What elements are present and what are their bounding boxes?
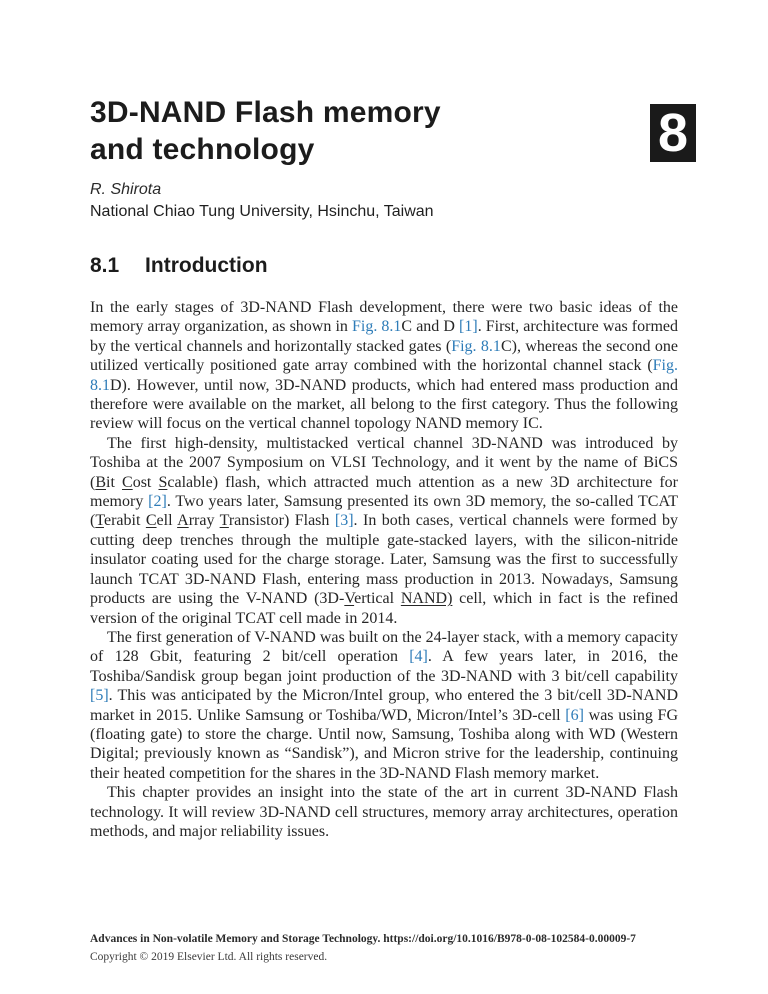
chapter-title-block bbox=[90, 94, 630, 168]
section-number: 8.1 bbox=[90, 254, 120, 277]
text-segment: calable) flash, which attracted much attention as a new 3D architecture for memory bbox=[90, 473, 678, 511]
article-body bbox=[90, 298, 678, 841]
text-segment: V bbox=[344, 590, 355, 608]
paragraph bbox=[90, 628, 678, 783]
section-heading bbox=[90, 253, 268, 279]
text-segment: ransistor) Flash bbox=[228, 512, 335, 530]
text-segment: rray bbox=[188, 512, 220, 530]
text-segment: S bbox=[158, 473, 168, 491]
text-segment: . A few years later, in 2016, the Toshiba/Sandisk group began joint production of the 3D-NAND with 3 bit/cell capability bbox=[90, 648, 678, 685]
text-segment: . First, architecture was formed by the vertical channels and horizontally stacked gates ( bbox=[90, 318, 678, 355]
text-segment: B bbox=[95, 473, 106, 491]
text-segment: The first high-density, multistacked vertical channel 3D-NAND was introduced by Toshiba at the 2007 Symposium on VLSI Technology, and it went by the name of BiCS ( bbox=[90, 434, 678, 491]
page-footer bbox=[90, 930, 690, 966]
citation-ref-link[interactable]: [3] bbox=[334, 512, 354, 530]
text-segment: T bbox=[219, 512, 229, 530]
chapter-title-line2: and technology bbox=[90, 133, 315, 166]
chapter-title-line1: 3D-NAND Flash memory bbox=[90, 96, 441, 129]
figure-ref-link[interactable]: Fig. 8.1 bbox=[90, 357, 678, 394]
text-segment: . This was anticipated by the Micron/Intel group, who entered the 3 bit/cell 3D-NAND market in 2015. Unlike Samsung or Toshiba/WD, Micron/Intel’s 3D-cell bbox=[90, 687, 678, 724]
text-segment: This chapter provides an insight into the state of the art in current 3D-NAND Flash technology. It will review 3D-NAND cell structures, memory array architectures, operation methods, and major reliability issues. bbox=[90, 784, 678, 840]
text-segment: ost bbox=[132, 473, 159, 491]
figure-ref-link[interactable]: Fig. 8.1 bbox=[451, 337, 501, 355]
text-segment: T bbox=[95, 512, 104, 530]
section-title: Introduction bbox=[145, 254, 268, 277]
text-segment: D). However, until now, 3D-NAND products, which had entered mass production and therefore were available on the market, all belong to the first category. Thus the following review will focus on the vertical channel topology NAND memory IC. bbox=[90, 376, 678, 433]
citation-ref-link[interactable]: [2] bbox=[148, 493, 167, 511]
paragraph bbox=[90, 298, 678, 434]
text-segment: NAND) bbox=[400, 590, 453, 608]
text-segment: C bbox=[122, 473, 133, 491]
citation-ref-link[interactable]: [4] bbox=[409, 648, 428, 666]
text-segment: In the early stages of 3D-NAND Flash development, there were two basic ideas of the memory array organization, as shown in bbox=[90, 299, 678, 336]
text-segment: C), whereas the second one utilized vertically positioned gate array combined with the horizontal channel stack ( bbox=[90, 337, 678, 375]
citation-ref-link[interactable]: [5] bbox=[90, 687, 109, 705]
text-segment: was using FG (floating gate) to store the charge. Until now, Samsung, Toshiba along with WD (Western Digital; previously known as “Sandisk”), and Micron strive for the leadership, continuing their heated competition for the shares in the 3D-NAND Flash memory market. bbox=[90, 706, 678, 782]
text-segment: it bbox=[106, 473, 123, 491]
book-citation-doi: Advances in Non-volatile Memory and Storage Technology. https://doi.org/10.1016/B978-0-08-102584-0.00009-7 bbox=[90, 933, 636, 945]
citation-ref-link[interactable]: [6] bbox=[565, 706, 584, 724]
text-segment: cell, which in fact is the refined version of the original TCAT cell made in 2014. bbox=[90, 590, 678, 627]
chapter-number-badge: 8 bbox=[650, 104, 696, 162]
text-segment: C bbox=[145, 512, 157, 530]
author-affiliation: National Chiao Tung University, Hsinchu, Taiwan bbox=[90, 203, 434, 220]
text-segment: . In both cases, vertical channels were formed by cutting deep trenches through the multiple gate-stacked layers, with the silicon-nitride insulator coating used for the charge storage. Later, Samsung was the first to successfully launch TCAT 3D-NAND Flash, entering mass production in 2013. Nowadays, Samsung products are using the V-NAND (3D- bbox=[90, 512, 679, 608]
figure-ref-link[interactable]: Fig. 8.1 bbox=[351, 318, 402, 336]
text-segment: erabit bbox=[103, 512, 146, 530]
text-segment: ell bbox=[156, 512, 178, 530]
text-segment: The first generation of V-NAND was built on the 24-layer stack, with a memory capacity of 128 Gbit, featuring 2 bit/cell operation bbox=[90, 628, 678, 666]
paragraph bbox=[90, 434, 678, 628]
text-segment: ertical bbox=[354, 590, 401, 608]
text-segment: . Two years later, Samsung presented its own 3D memory, the so-called TCAT ( bbox=[90, 493, 678, 530]
paragraph bbox=[90, 783, 678, 841]
citation-ref-link[interactable]: [1] bbox=[459, 318, 478, 336]
text-segment: A bbox=[177, 512, 189, 530]
copyright-notice: Copyright © 2019 Elsevier Ltd. All rights reserved. bbox=[90, 951, 328, 963]
chapter-title bbox=[90, 94, 630, 168]
text-segment: C and D bbox=[401, 318, 460, 336]
author-name: R. Shirota bbox=[90, 181, 162, 198]
